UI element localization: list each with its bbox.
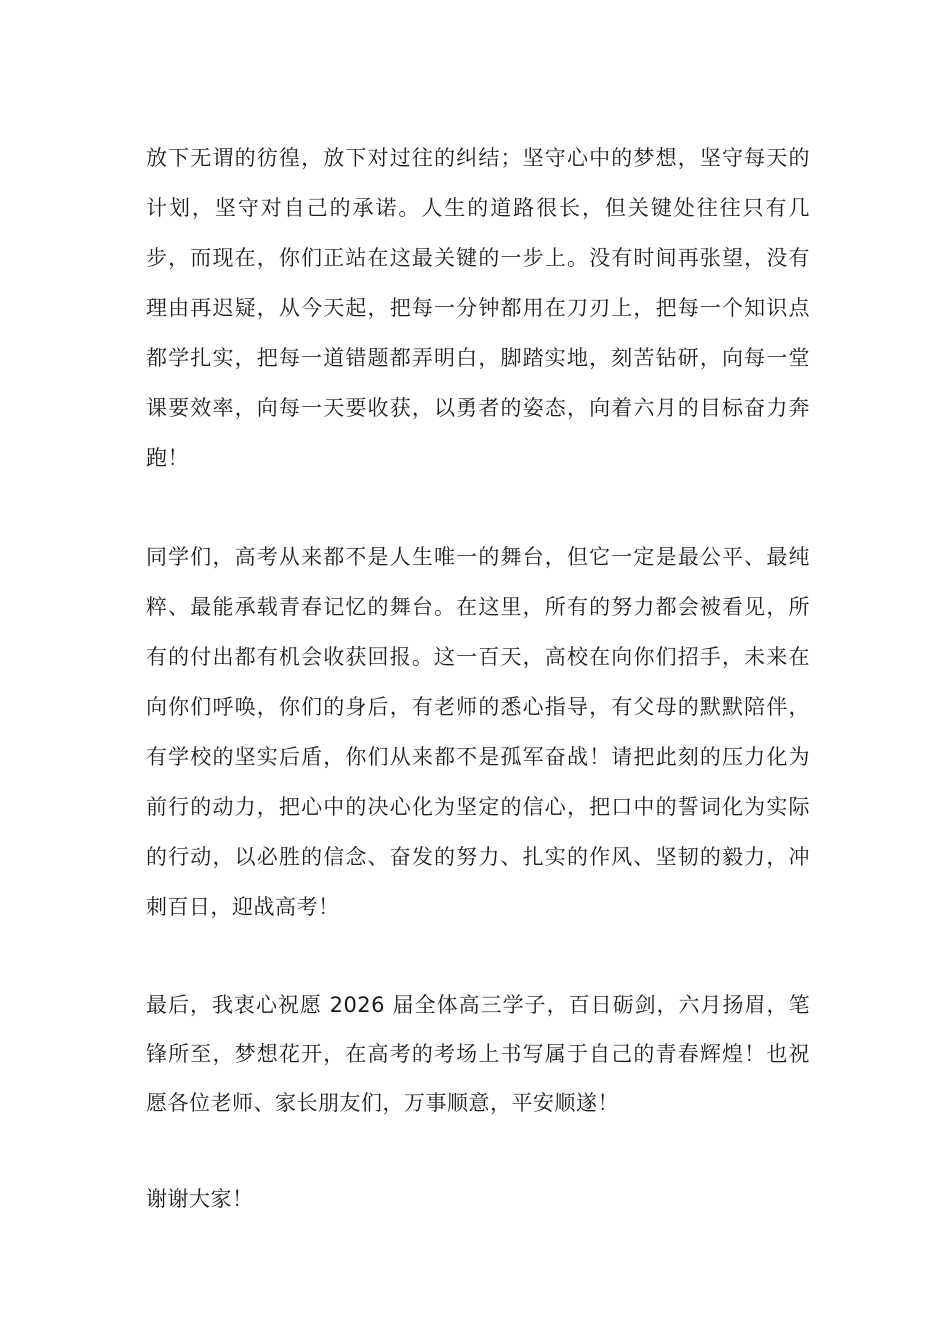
paragraph-perseverance: 放下无谓的彷徨，放下对过往的纠结；坚守心中的梦想，坚守每天的计划，坚守对自己的承诺。人生的道路很长，但关键处往往只有几步，而现在，你们正站在这最关键的一步上。没有时间再张望，没有理由再迟疑，从今天起，把每一分钟都用在刀刃上，把每一个知识点都学扎实，把每一道错题都弄明白，脚踏实地，刻苦钻研，向每一堂课要效率，向每一天要收获，以勇者的姿态，向着六月的目标奋力奔跑！ [146, 146, 810, 470]
paragraph-thanks: 谢谢大家！ [146, 1187, 254, 1211]
paragraph-gaokao-stage: 同学们，高考从来都不是人生唯一的舞台，但它一定是最公平、最纯粹、最能承载青春记忆的舞台。在这里，所有的努力都会被看见，所有的付出都有机会收获回报。这一百天，高校在向你们招手，未来在向你们呼唤，你们的身后，有老师的悉心指导，有父母的默默陪伴，有学校的坚实后盾，你们从来都不是孤军奋战！请把此刻的压力化为前行的动力，把心中的决心化为坚定的信心，把口中的誓词化为实际的行动，以必胜的信念、奋发的努力、扎实的作风、坚韧的毅力，冲刺百日，迎战高考！ [146, 545, 810, 919]
paragraph-wishes: 最后，我衷心祝愿 2026 届全体高三学子，百日砺剑，六月扬眉，笔锋所至，梦想花开，在高考的考场上书写属于自己的青春辉煌！也祝愿各位老师、家长朋友们，万事顺意，平安顺遂！ [146, 993, 810, 1115]
